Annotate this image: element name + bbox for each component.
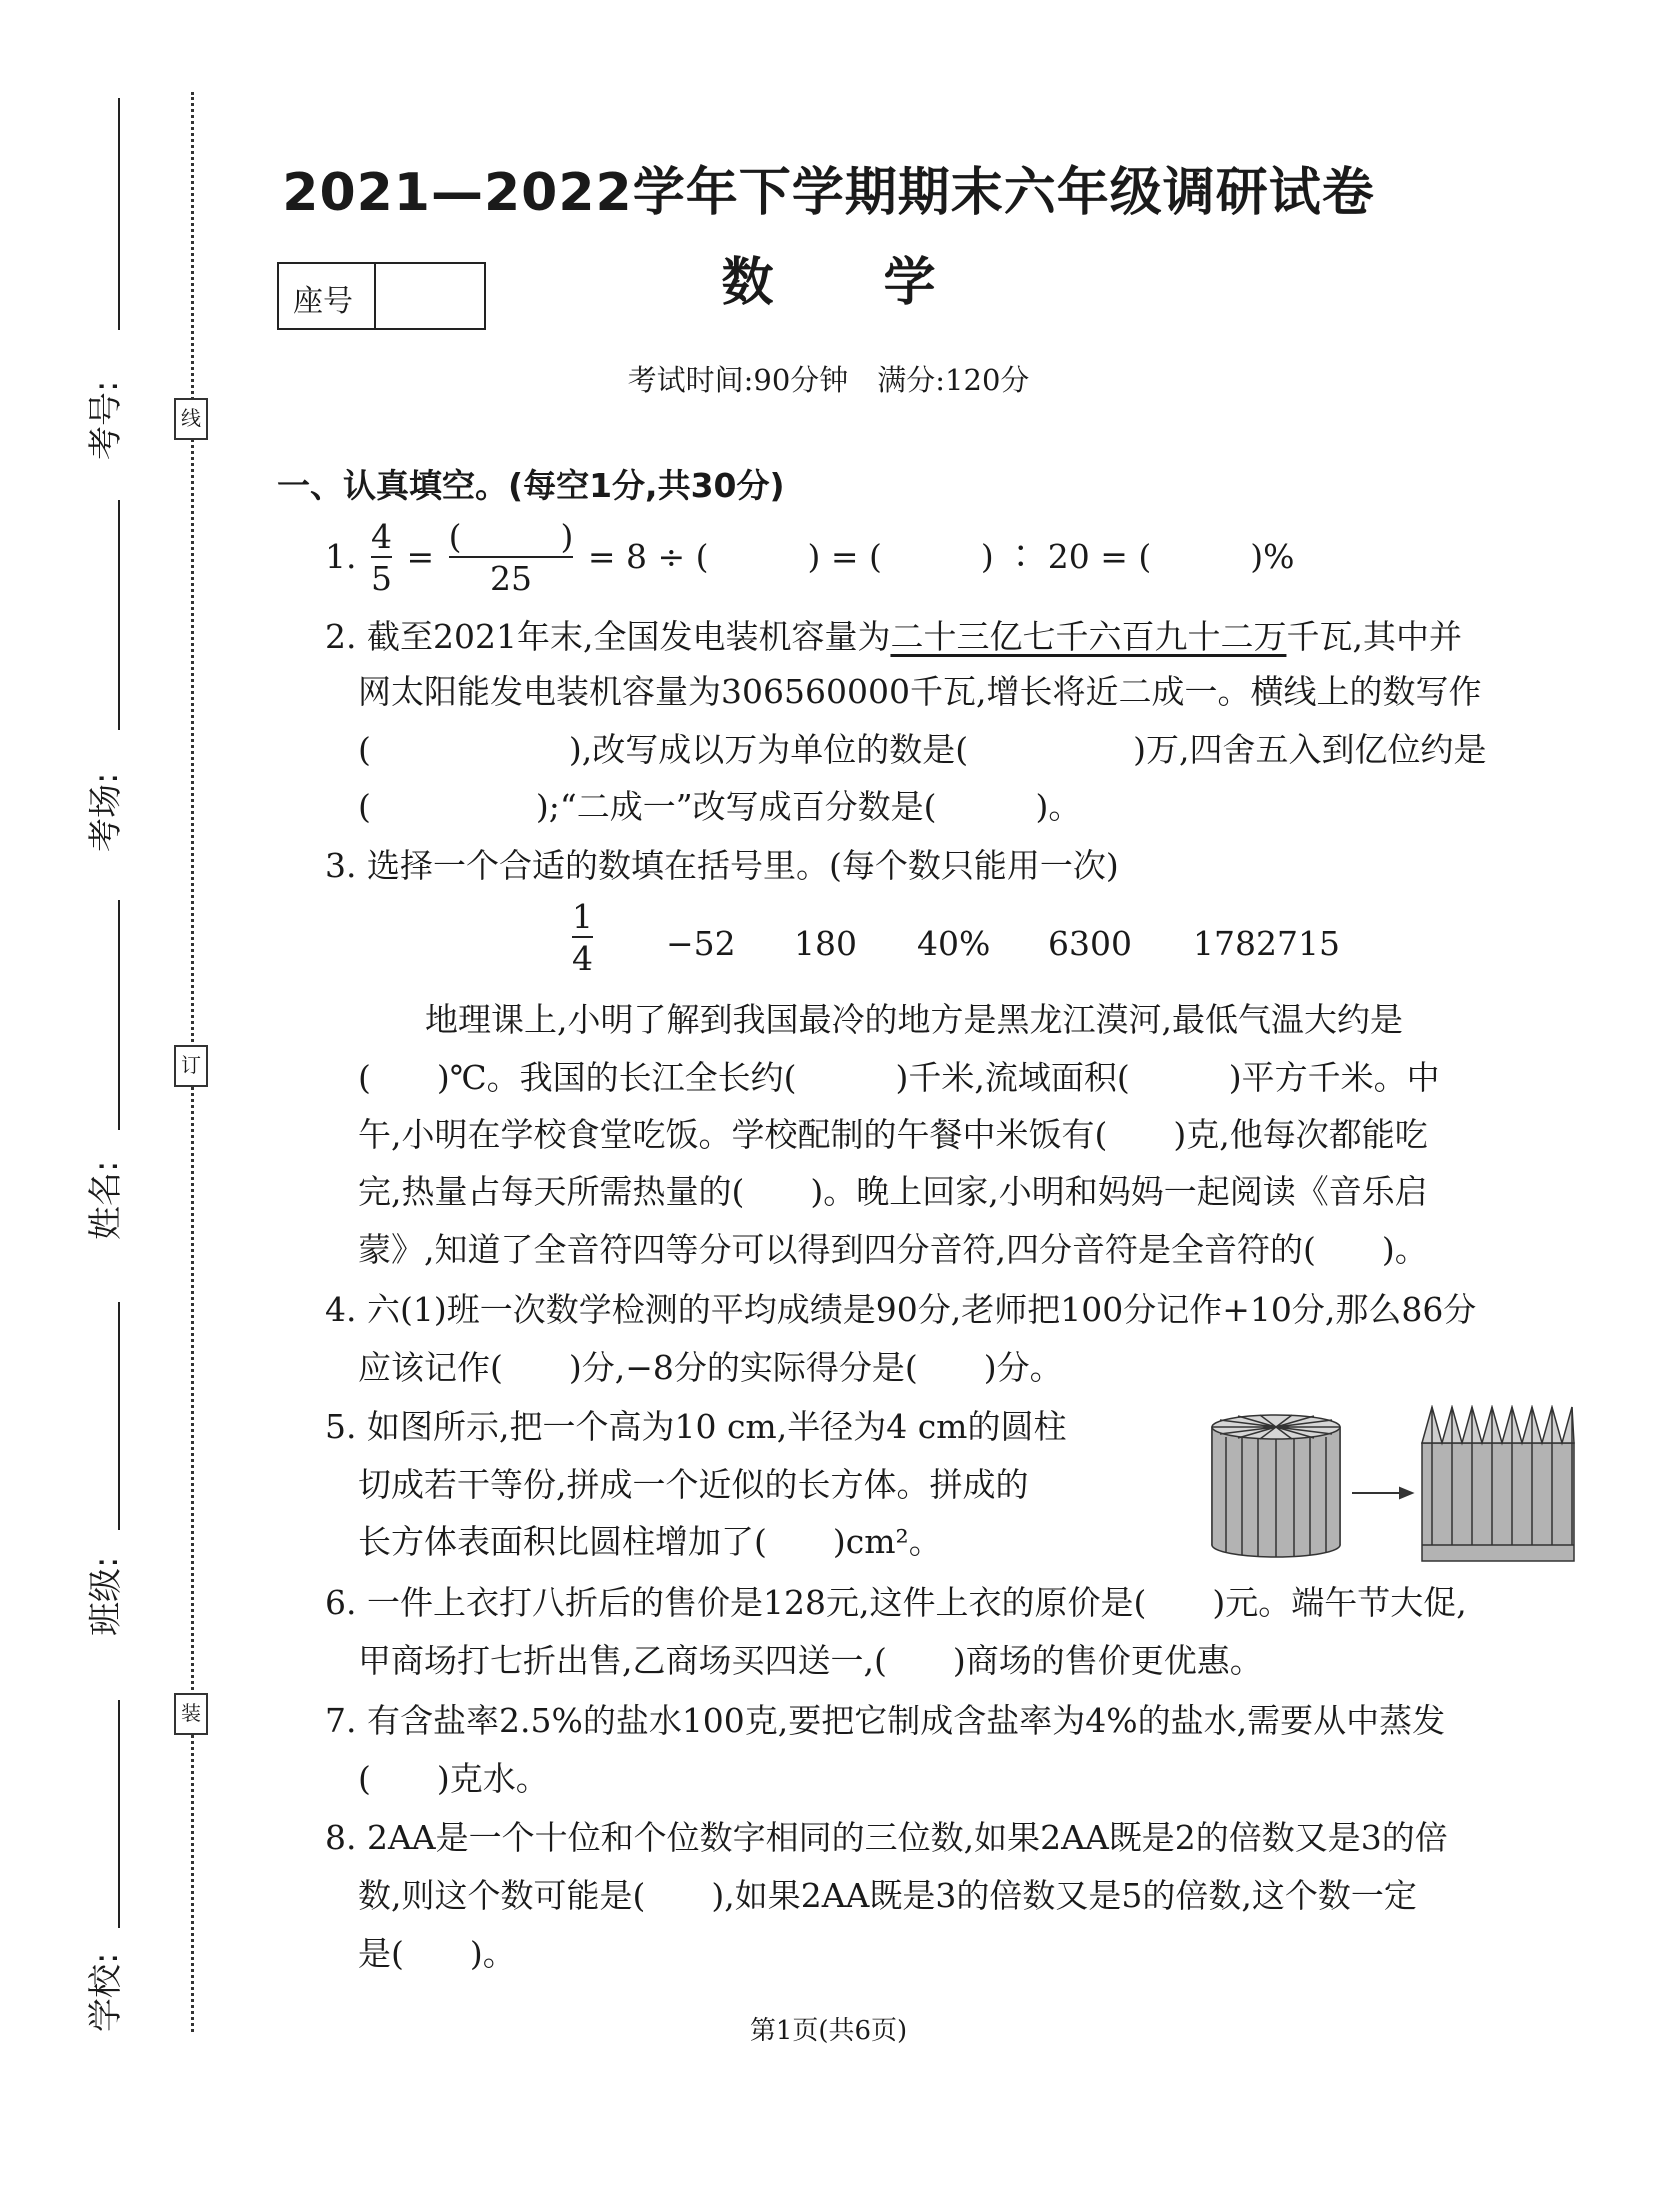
q3-frac-den: 4 [572, 936, 593, 980]
q4-line-1: 4. 六(1)班一次数学检测的平均成绩是90分,老师把100分记作+10分,那么86分 [325, 1290, 1477, 1329]
label-banji: 班级: [86, 1556, 126, 1636]
q5-line-2: 切成若干等份,拼成一个近似的长方体。拼成的 [358, 1465, 1029, 1504]
q2-line-3: ( ),改写成以万为单位的数是( )万,四舍五入到亿位约是 [358, 730, 1487, 769]
q3-choice-1: −52 [666, 924, 736, 963]
q5-line-3: 长方体表面积比圆柱增加了( )cm²。 [358, 1522, 942, 1561]
q1-fraction-b [449, 518, 574, 600]
page-footer: 第1页(共6页) [749, 2016, 908, 2046]
q3-frac-num: 1 [572, 897, 593, 936]
q5-line-1: 5. 如图所示,把一个高为10 cm,半径为4 cm的圆柱 [325, 1407, 1067, 1446]
q7-line-2: ( )克水。 [358, 1759, 549, 1798]
q6-line-1: 6. 一件上衣打八折后的售价是128元,这件上衣的原价是( )元。端午节大促, [325, 1583, 1467, 1622]
q3-choice-3: 40% [917, 924, 991, 963]
binding-line-xuexiao [118, 1700, 120, 1928]
cylinder-to-cuboid-figure [1200, 1405, 1580, 1565]
label-kaohao: 考号: [86, 380, 126, 460]
seal-xian: 线 [174, 398, 208, 440]
binding-line-banji [118, 1302, 120, 1530]
arrow-icon [1352, 1488, 1412, 1498]
q3-para-1: 地理课上,小明了解到我国最冷的地方是黑龙江漠河,最低气温大约是 [425, 1000, 1403, 1039]
q3-line-1: 3. 选择一个合适的数填在括号里。(每个数只能用一次) [325, 846, 1119, 885]
q3-para-4: 完,热量占每天所需热量的( )。晚上回家,小明和妈妈一起阅读《音乐启 [358, 1172, 1428, 1211]
label-kaochang: 考场: [86, 772, 126, 852]
q8-line-3: 是( )。 [358, 1934, 516, 1973]
label-xingming: 姓名: [86, 1160, 126, 1240]
cuboid-icon [1422, 1407, 1574, 1561]
q2-l1-pre: 2. 截至2021年末,全国发电装机容量为 [325, 617, 891, 656]
q7-line-1: 7. 有含盐率2.5%的盐水100克,要把它制成含盐率为4%的盐水,需要从中蒸发 [325, 1701, 1446, 1740]
q1-equals: = [406, 537, 435, 576]
q2-l1-post: 千瓦,其中并 [1286, 617, 1462, 656]
q2-underlined-number: 二十三亿七千六百九十二万 [890, 617, 1287, 656]
q3-fraction [572, 898, 593, 980]
seat-number-box [277, 262, 486, 330]
q2-line-2: 网太阳能发电装机容量为306560000千瓦,增长将近二成一。横线上的数写作 [358, 672, 1482, 711]
q6-line-2: 甲商场打七折出售,乙商场买四送一,( )商场的售价更优惠。 [358, 1641, 1263, 1680]
q1-number: 1. [325, 537, 357, 576]
q2-line-1 [325, 617, 1462, 657]
seat-label: 座号 [293, 284, 353, 319]
exam-title: 2021—2022学年下学期期末六年级调研试卷 [282, 163, 1375, 223]
q1-rest: = 8 ÷ ( ) = ( ) ∶ 20 = ( )% [587, 537, 1295, 576]
q4-line-2: 应该记作( )分,−8分的实际得分是( )分。 [358, 1348, 1063, 1387]
cylinder-icon [1212, 1415, 1340, 1557]
label-xuexiao: 学校: [86, 1952, 126, 2032]
q8-line-2: 数,则这个数可能是( ),如果2AA既是3的倍数又是5的倍数,这个数一定 [358, 1876, 1417, 1915]
q3-para-5: 蒙》,知道了全音符四等分可以得到四分音符,四分音符是全音符的( )。 [358, 1230, 1428, 1269]
q1-fa-num: 4 [371, 517, 392, 556]
seal-zhuang: 装 [174, 1693, 208, 1735]
exam-meta: 考试时间:90分钟 满分:120分 [627, 363, 1030, 397]
subject-title: 数学 [721, 253, 1046, 313]
question-1 [325, 518, 1295, 600]
binding-line-kaochang [118, 500, 120, 730]
q3-para-2: ( )℃。我国的长江全长约( )千米,流域面积( )平方千米。中 [358, 1058, 1440, 1097]
q1-fraction-a [371, 518, 392, 600]
q3-choice-4: 6300 [1048, 924, 1132, 963]
q3-choice-5: 1782715 [1193, 924, 1340, 963]
seat-divider [374, 264, 376, 328]
q3-choice-2: 180 [794, 924, 857, 963]
binding-line-xingming [118, 900, 120, 1130]
q8-line-1: 8. 2AA是一个十位和个位数字相同的三位数,如果2AA既是2的倍数又是3的倍 [325, 1818, 1448, 1857]
q1-fb-den: 25 [449, 556, 574, 600]
q2-line-4: ( );“二成一”改写成百分数是( )。 [358, 787, 1082, 826]
seal-ding: 订 [174, 1045, 208, 1087]
q3-para-3: 午,小明在学校食堂吃饭。学校配制的午餐中米饭有( )克,他每次都能吃 [358, 1115, 1428, 1154]
q1-fa-den: 5 [371, 556, 392, 600]
q1-fb-num: ( ) [448, 517, 574, 556]
section-heading: 一、认真填空。(每空1分,共30分) [277, 466, 785, 505]
q3-choice-frac [568, 898, 597, 980]
